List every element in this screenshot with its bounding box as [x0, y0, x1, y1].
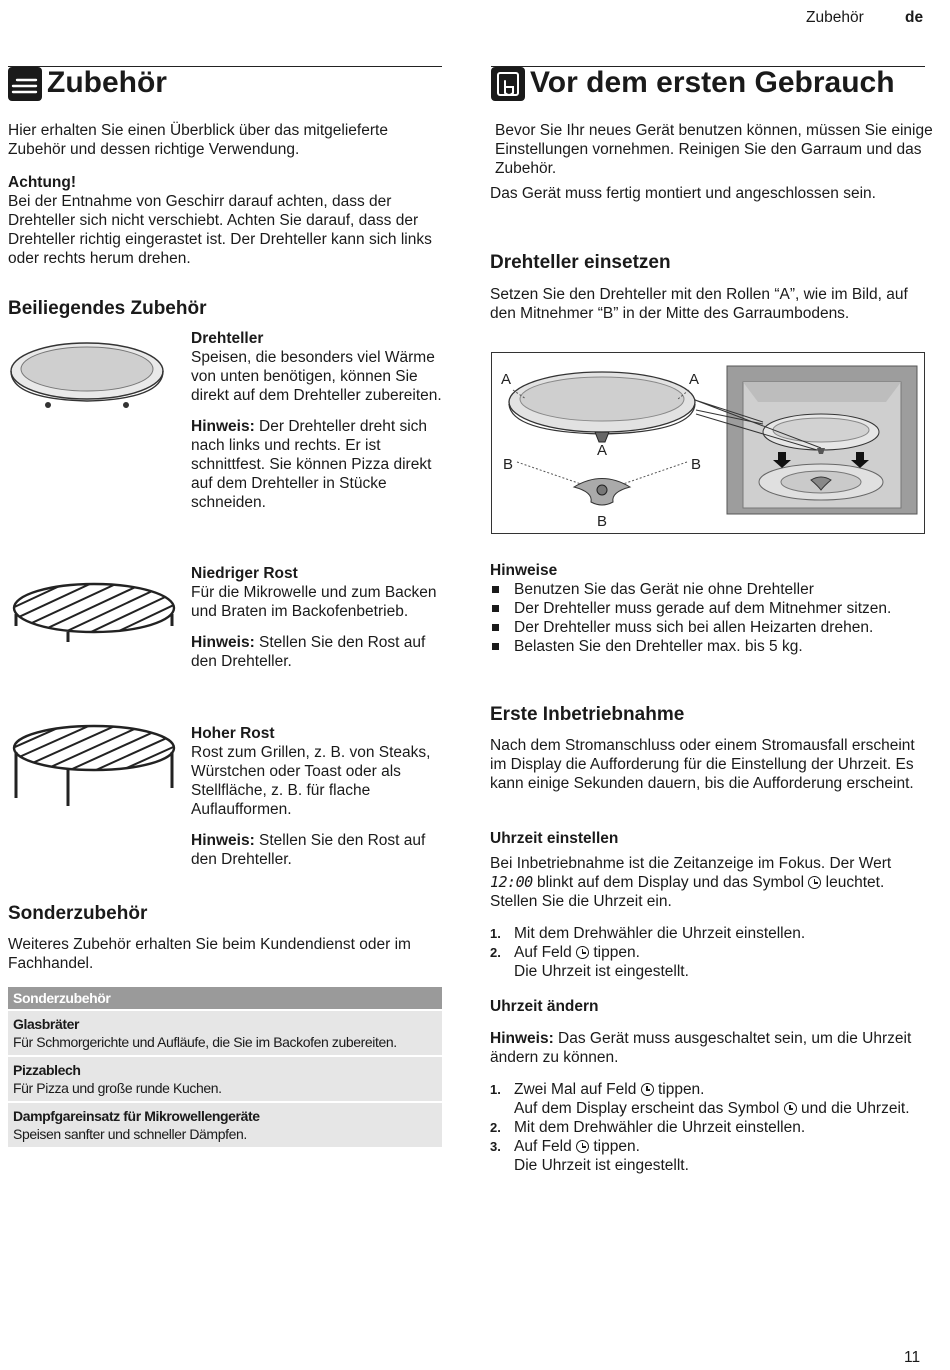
right-intro-1: Bevor Sie Ihr neues Gerät benutzen können, müssen Sie einige Einstellungen vornehmen. Reinigen Sie den Garraum und das Zubehör.: [495, 122, 933, 177]
note-label: Hinweis:: [191, 832, 255, 849]
item-desc-turntable: Speisen, die besonders viel Wärme von unten benötigen, können Sie direkt auf dem Drehteller zubereiten.: [191, 349, 442, 404]
step-text: Mit dem Drehwähler die Uhrzeit einstellen.: [514, 925, 806, 942]
set-time-steps: [490, 924, 930, 981]
list-item: [490, 1080, 930, 1118]
step-text: Mit dem Drehwähler die Uhrzeit einstellen.: [514, 1119, 806, 1136]
note-label: Hinweis:: [490, 1030, 554, 1047]
page-number: 11: [904, 1349, 921, 1366]
table-row: [8, 1056, 442, 1102]
note-text: Der Drehteller dreht sich nach links und rechts. Er ist schnittfest. Sie können Pizza direkt auf dem Drehteller in Stücke schneiden.: [191, 418, 432, 511]
row-name: Dampfgareinsatz für Mikrowellengeräte: [13, 1108, 260, 1124]
step-text: tippen.: [653, 1081, 705, 1098]
first-use-icon: [491, 67, 525, 101]
running-header-section: Zubehör: [806, 9, 864, 26]
notes-list: [490, 580, 930, 656]
row-desc: Für Schmorgerichte und Aufläufe, die Sie im Backofen zubereiten.: [13, 1034, 397, 1050]
set-time-text-a: Bei Inbetriebnahme ist die Zeitanzeige im Fokus. Der Wert: [490, 855, 892, 872]
time-value: 12:00: [490, 873, 533, 891]
set-time-text-b: blinkt auf dem Display und das Symbol: [532, 874, 809, 891]
list-item: [490, 943, 930, 981]
first-use-heading: Erste Inbetriebnahme: [490, 704, 685, 725]
note-text: Das Gerät muss ausgeschaltet sein, um die Uhrzeit ändern zu können.: [490, 1030, 912, 1066]
set-time-text-c: leuchtet. Stellen Sie die Uhrzeit ein.: [490, 874, 885, 910]
step-text: Zwei Mal auf Feld: [514, 1081, 641, 1098]
table-row: [8, 1010, 442, 1056]
row-desc: Für Pizza und große runde Kuchen.: [13, 1080, 222, 1096]
turntable-heading: Drehteller einsetzen: [490, 252, 671, 273]
clock-icon: [576, 946, 589, 959]
set-time-heading: Uhrzeit einstellen: [490, 830, 619, 847]
step-number: 3.: [490, 1139, 501, 1154]
left-title: Zubehör: [47, 66, 167, 99]
special-heading: Sonderzubehör: [8, 903, 148, 924]
item-name-high-rack: Hoher Rost: [191, 725, 275, 742]
item-desc-high-rack: Rost zum Grillen, z. B. von Steaks, Würstchen oder Toast oder als Stellfläche, z. B. für flache Auflaufformen.: [191, 744, 431, 818]
clock-icon: [784, 1102, 797, 1115]
item-name-low-rack: Niedriger Rost: [191, 565, 298, 582]
step-result: und die Uhrzeit.: [796, 1100, 910, 1117]
running-header-lang: de: [905, 9, 924, 26]
item-note-low-rack: [191, 633, 443, 671]
row-desc: Speisen sanfter und schneller Dämpfen.: [13, 1126, 247, 1142]
special-intro: Weiteres Zubehör erhalten Sie beim Kundendienst oder im Fachhandel.: [8, 936, 411, 972]
set-time-text: [490, 854, 930, 911]
accessories-icon: [8, 67, 42, 101]
label-a-left: A: [501, 371, 512, 388]
label-b-right: B: [691, 456, 702, 473]
step-number: 2.: [490, 1120, 501, 1135]
warning-label: Achtung!: [8, 174, 77, 191]
list-item: [490, 1118, 930, 1137]
table-row: [8, 1102, 442, 1147]
step-number: 2.: [490, 945, 501, 960]
label-a-center: A: [597, 442, 608, 459]
warning-text: Bei der Entnahme von Geschirr darauf achten, dass der Drehteller sich nicht verschiebt. Achten Sie darauf, dass der Drehteller richtig eingerastet ist. Der Drehteller kann sich links oder rechts herum drehen.: [8, 193, 432, 267]
first-use-text: Nach dem Stromanschluss oder einem Stromausfall erscheint im Display die Aufforderung für die Einstellung der Uhrzeit. Es kann einige Sekunden dauern, bis die Aufforderung erscheint.: [490, 737, 915, 792]
table-header: Sonderzubehör: [8, 987, 442, 1010]
list-item: Belasten Sie den Drehteller max. bis 5 kg.: [490, 637, 930, 656]
right-title: Vor dem ersten Gebrauch: [530, 66, 895, 99]
item-note-turntable: [191, 417, 443, 512]
change-time-steps: [490, 1080, 930, 1175]
list-item: [490, 1137, 930, 1175]
label-b-center: B: [597, 513, 608, 530]
step-number: 1.: [490, 1082, 501, 1097]
step-number: 1.: [490, 926, 501, 941]
note-text: Stellen Sie den Rost auf den Drehteller.: [191, 634, 426, 670]
turntable-installation-figure: [491, 352, 925, 534]
label-a-right: A: [689, 371, 700, 388]
list-item: Der Drehteller muss sich bei allen Heizarten drehen.: [490, 618, 930, 637]
note-text: Stellen Sie den Rost auf den Drehteller.: [191, 832, 426, 868]
list-item: [490, 924, 930, 943]
step-text: Auf Feld: [514, 944, 577, 961]
notes-heading: Hinweise: [490, 562, 558, 579]
list-item: Benutzen Sie das Gerät nie ohne Drehteller: [490, 580, 930, 599]
step-text: tippen.: [589, 944, 640, 961]
list-item: Der Drehteller muss gerade auf dem Mitnehmer sitzen.: [490, 599, 930, 618]
included-heading: Beiliegendes Zubehör: [8, 298, 207, 319]
turntable-illustration: [8, 333, 166, 413]
turntable-text: Setzen Sie den Drehteller mit den Rollen “A”, wie im Bild, auf den Mitnehmer “B” in der Mitte des Garraumbodens.: [490, 286, 908, 322]
clock-icon: [808, 876, 821, 889]
step-result: Auf dem Display erscheint das Symbol: [514, 1100, 784, 1117]
item-name-turntable: Drehteller: [191, 330, 264, 347]
step-result: Die Uhrzeit ist eingestellt.: [514, 963, 689, 980]
step-text: tippen.: [589, 1138, 640, 1155]
step-text: Auf Feld: [514, 1138, 577, 1155]
note-label: Hinweis:: [191, 634, 255, 651]
left-intro: Hier erhalten Sie einen Überblick über das mitgelieferte Zubehör und dessen richtige Verwendung.: [8, 122, 388, 158]
change-time-heading: Uhrzeit ändern: [490, 998, 599, 1015]
high-rack-illustration: [8, 722, 180, 808]
right-intro-2: Das Gerät muss fertig montiert und angeschlossen sein.: [490, 185, 876, 202]
item-desc-low-rack: Für die Mikrowelle und zum Backen und Braten im Backofenbetrieb.: [191, 584, 437, 620]
note-label: Hinweis:: [191, 418, 255, 435]
low-rack-illustration: [8, 580, 180, 650]
row-name: Pizzablech: [13, 1062, 81, 1078]
special-accessories-table: [8, 987, 442, 1147]
clock-icon: [576, 1140, 589, 1153]
step-result: Die Uhrzeit ist eingestellt.: [514, 1157, 689, 1174]
label-b-left: B: [503, 456, 514, 473]
change-time-note: [490, 1029, 930, 1067]
item-note-high-rack: [191, 831, 443, 869]
row-name: Glasbräter: [13, 1016, 80, 1032]
clock-icon: [641, 1083, 654, 1096]
